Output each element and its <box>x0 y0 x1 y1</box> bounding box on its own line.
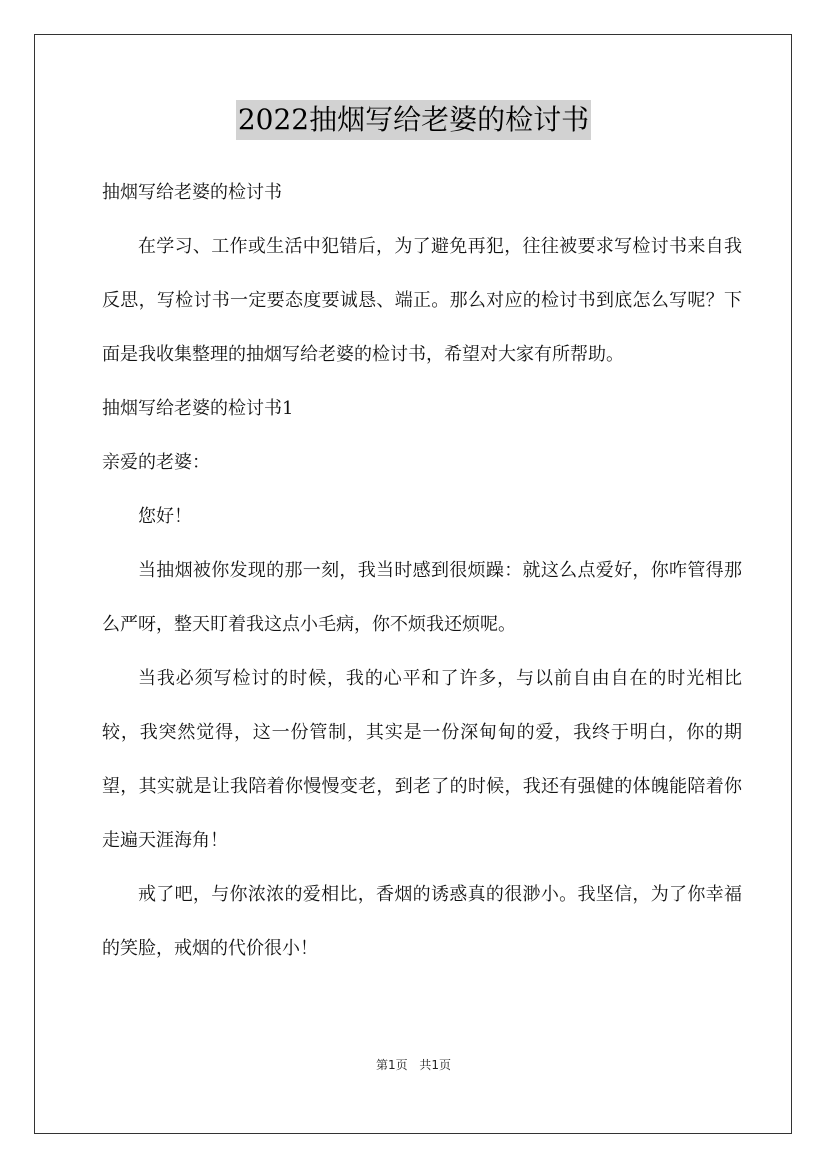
title-container <box>0 100 827 140</box>
body-paragraph-2: 当我必须写检讨的时候，我的心平和了许多，与以前自由自在的时光相比较，我突然觉得，这一份管制，其实是一份深甸甸的爱，我终于明白，你的期望，其实就是让我陪着你慢慢变老，到老了的时候，我还有强健的体魄能陪着你走遍天涯海角！ <box>102 668 742 851</box>
intro-paragraph: 在学习、工作或生活中犯错后，为了避免再犯，往往被要求写检讨书来自我反思，写检讨书一定要态度要诚恳、端正。那么对应的检讨书到底怎么写呢？下面是我收集整理的抽烟写给老婆的检讨书，希望对大家有所帮助。 <box>102 236 742 365</box>
body-paragraph-3: 戒了吧，与你浓浓的爱相比，香烟的诱惑真的很渺小。我坚信，为了你幸福的笑脸，戒烟的代价很小！ <box>102 884 742 959</box>
greeting: 您好！ <box>138 506 192 527</box>
salutation: 亲爱的老婆： <box>102 452 210 473</box>
page-footer <box>0 1056 827 1073</box>
document-body <box>102 166 742 976</box>
page-total: 共1页 <box>419 1058 452 1072</box>
subtitle-paragraph: 抽烟写给老婆的检讨书 <box>102 182 282 203</box>
section-heading: 抽烟写给老婆的检讨书1 <box>102 398 294 419</box>
body-paragraph-1: 当抽烟被你发现的那一刻，我当时感到很烦躁：就这么点爱好，你咋管得那么严呀，整天盯着我这点小毛病，你不烦我还烦呢。 <box>102 560 742 635</box>
page-number: 第1页 <box>375 1058 408 1072</box>
document-title: 2022抽烟写给老婆的检讨书 <box>236 100 591 140</box>
